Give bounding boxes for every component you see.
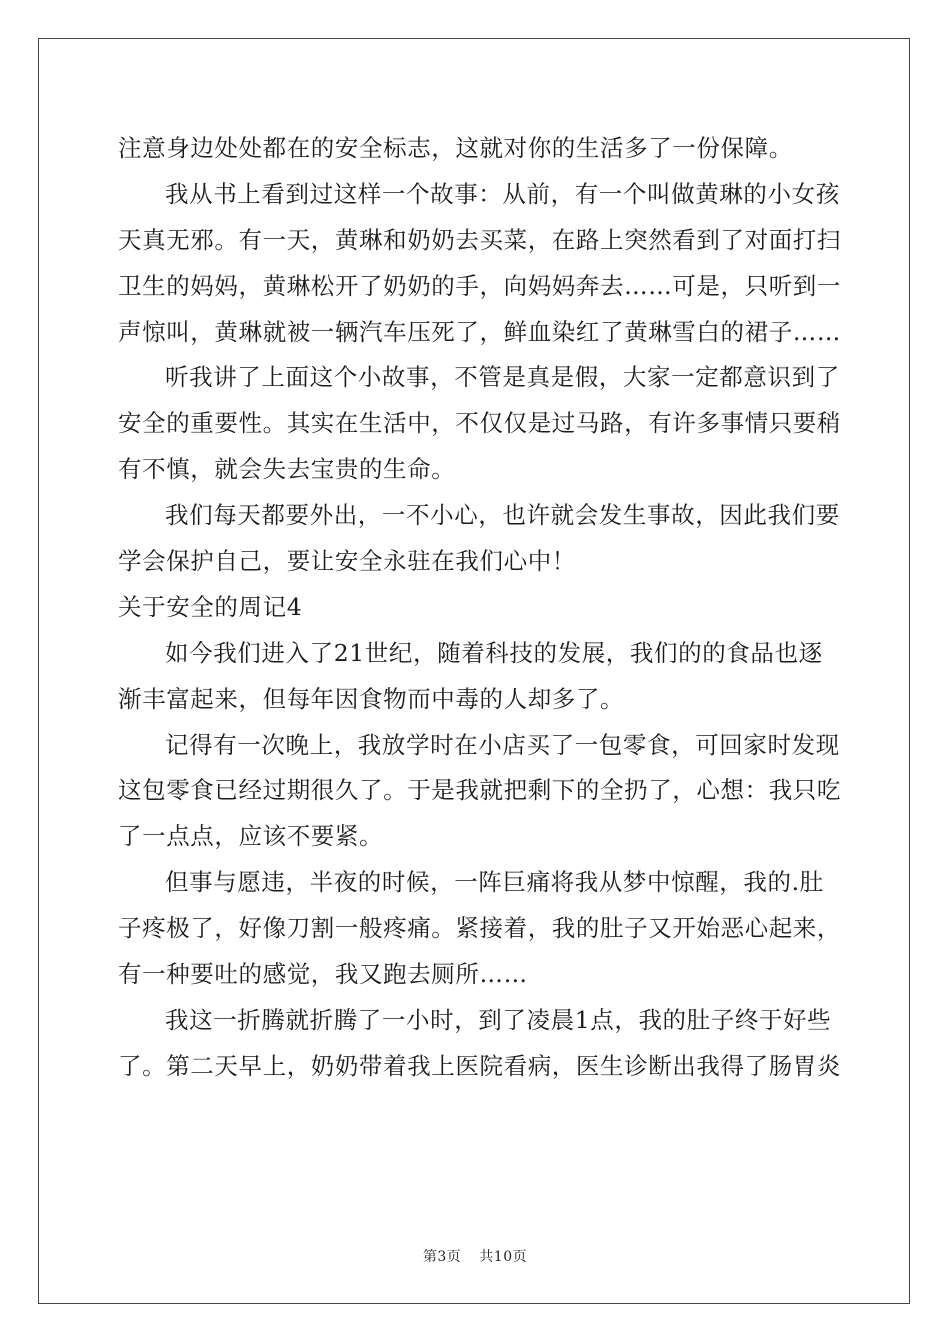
text-line: 了。第二天早上，奶奶带着我上医院看病，医生诊断出我得了肠胃炎 [118,1051,841,1080]
text-line: 听我讲了上面这个小故事，不管是真是假，大家一定都意识到了 [165,363,840,392]
text-line: 声惊叫，黄琳就被一辆汽车压死了，鲜血染红了黄琳雪白的裙子…… [118,317,841,346]
text-line: 我从书上看到过这样一个故事：从前，有一个叫做黄琳的小女孩 [165,179,840,208]
text-line: 注意身边处处都在的安全标志，这就对你的生活多了一份保障。 [118,134,793,162]
text-line: 记得有一次晚上，我放学时在小店买了一包零食，可回家时发现 [165,730,840,759]
text-line: 这包零食已经过期很久了。于是我就把剩下的全扔了，心想：我只吃 [118,776,841,805]
text-line: 学会保护自己，要让安全永驻在我们心中！ [118,547,576,576]
text-line: 卫生的妈妈，黄琳松开了奶奶的手，向妈妈奔去……可是，只听到一 [118,271,841,300]
document-body [118,126,841,1090]
text-line: 安全的重要性。其实在生活中，不仅仅是过马路，有许多事情只要稍 [118,409,841,438]
text-line: 了一点点，应该不要紧。 [118,822,384,851]
text-line: 我这一折腾就折腾了一小时，到了凌晨1点，我的肚子终于好些 [165,1005,832,1034]
text-line: 有一种要吐的感觉，我又跑去厕所…… [118,960,528,989]
page-footer [0,1246,950,1266]
text-line: 天真无邪。有一天，黄琳和奶奶去买菜，在路上突然看到了对面打扫 [118,225,841,254]
page-number-total: 共10页 [479,1249,528,1265]
section-heading: 关于安全的周记4 [118,592,303,621]
text-line: 渐丰富起来，但每年因食物而中毒的人却多了。 [118,684,625,713]
text-line: 子疼极了，好像刀割一般疼痛。紧接着，我的肚子又开始恶心起来， [118,914,841,943]
text-line: 有不慎，就会失去宝贵的生命。 [118,455,456,484]
text-line: 但事与愿违，半夜的时候，一阵巨痛将我从梦中惊醒，我的.肚 [165,868,824,897]
text-line: 如今我们进入了21世纪，随着科技的发展，我们的的食品也逐 [165,638,823,667]
page-number-current: 第3页 [422,1249,462,1265]
text-line: 我们每天都要外出，一不小心，也许就会发生事故，因此我们要 [165,501,840,530]
